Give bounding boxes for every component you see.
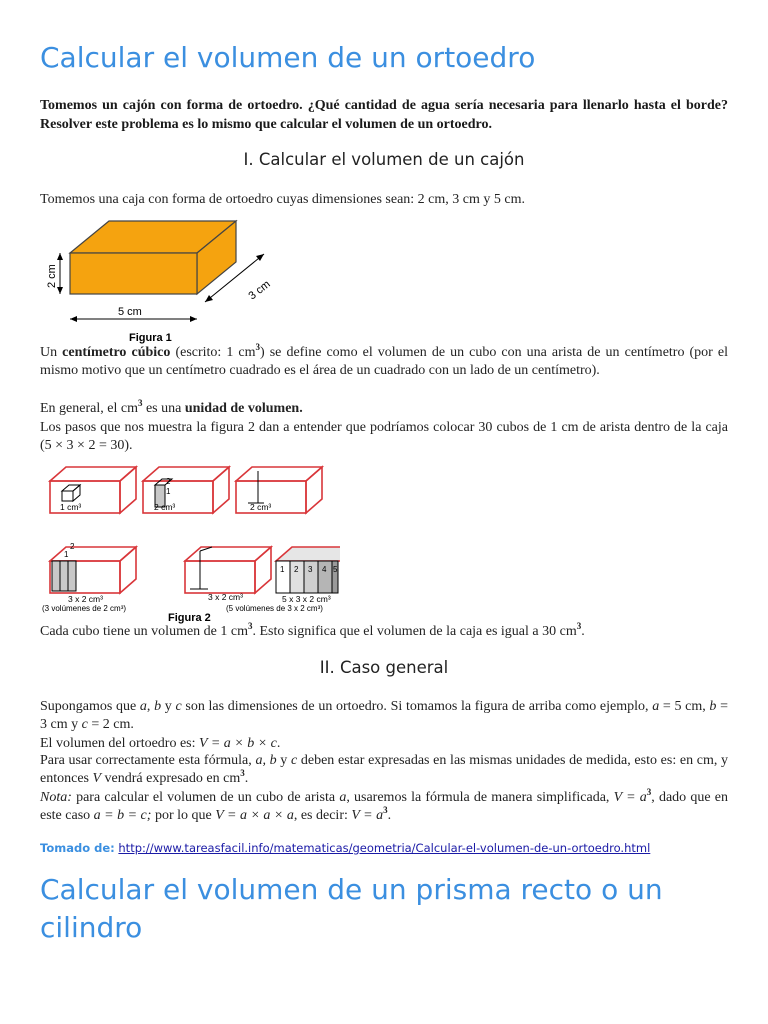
- section-heading-1: I. Calcular el volumen de un cajón: [243, 150, 525, 169]
- source-line: [40, 841, 728, 855]
- paragraph-volume-formula: [40, 735, 728, 753]
- arrow-head: [70, 316, 77, 322]
- superscript: 3: [255, 342, 261, 352]
- label-3x2cm3-a: 3 x 2 cm³: [68, 594, 103, 604]
- intro-paragraph: Tomemos un cajón con forma de ortoedro. ¿Qué cantidad de agua sería necesaria para llenarlo hasta el borde? Resolver este problema es lo mismo que calcular el volumen de un ortoedro.: [40, 98, 728, 132]
- arrow-head: [190, 316, 197, 322]
- paragraph-note: [40, 789, 728, 825]
- text-span: para calcular el volumen de un cubo de arista: [71, 790, 340, 805]
- slab-number: 2: [294, 565, 299, 574]
- variable: a: [139, 699, 147, 714]
- paragraph-general-case: [40, 698, 728, 734]
- paragraph-conclusion: [40, 623, 728, 641]
- term-cubic-centimeter: centímetro cúbico: [62, 345, 171, 360]
- slab-number: 4: [322, 565, 327, 574]
- label-1cm3: 1 cm³: [60, 502, 82, 512]
- superscript: 3: [248, 621, 253, 631]
- text-span: = 3 cm y: [40, 699, 729, 732]
- formula: V = a × a × a: [215, 808, 294, 823]
- dim-depth-label: 3 cm: [246, 278, 273, 303]
- panel-3: [236, 467, 322, 513]
- slab-number: 3: [308, 565, 313, 574]
- panel-4: [50, 547, 136, 593]
- variable: c: [290, 753, 298, 768]
- text-span: En general, el cm: [40, 401, 138, 416]
- formula: a = b = c;: [93, 808, 152, 823]
- variable: b: [709, 699, 717, 714]
- text-span: .: [244, 771, 249, 786]
- stack-number: 1: [166, 487, 171, 496]
- text-span: vendrá expresado en cm: [101, 771, 241, 786]
- source-label: Tomado de:: [40, 841, 115, 855]
- slab-number: 5: [333, 565, 338, 574]
- paragraph-steps: Los pasos que nos muestra la figura 2 dan a entender que podríamos colocar 30 cubos de 1 cm de arista dentro de la caja (5 × 3 × 2 = 30).: [40, 420, 728, 453]
- stack-number: 2: [166, 477, 171, 486]
- paragraph-units: [40, 752, 728, 788]
- superscript: 3: [576, 621, 582, 631]
- figure-1-caption: Figura 1: [129, 332, 172, 344]
- formula: V = a: [351, 808, 384, 823]
- variable: a: [339, 790, 347, 805]
- text-span: = 5 cm,: [659, 699, 710, 714]
- text-span: Para usar correctamente esta fórmula,: [40, 753, 256, 768]
- paragraph-volume-unit: [40, 400, 728, 418]
- variable: a, b: [255, 753, 277, 768]
- stack-number: 1: [64, 550, 69, 559]
- formula: V = a × b × c: [199, 736, 277, 751]
- dim-width-label: 5 cm: [118, 306, 142, 318]
- label-2cm3-a: 2 cm³: [154, 502, 176, 512]
- text-span: .: [276, 736, 281, 751]
- text-span: son las dimensiones de un ortoedro. Si tomamos la figura de arriba como ejemplo,: [181, 699, 653, 714]
- text-span: (escrito: 1 cm: [170, 345, 256, 360]
- text-span: Cada cubo tiene un volumen de 1 cm: [40, 624, 248, 639]
- text-span: y: [276, 753, 291, 768]
- superscript: 3: [646, 787, 652, 797]
- superscript: 3: [137, 398, 143, 408]
- figure-1-box: [42, 212, 282, 348]
- section-heading-2: II. Caso general: [319, 658, 449, 677]
- variable: b: [154, 699, 162, 714]
- note-3-volumes: (3 volúmenes de 2 cm³): [42, 604, 127, 613]
- panel-5: [185, 547, 271, 593]
- text-span: ,: [146, 699, 155, 714]
- stack-number: 2: [70, 542, 75, 551]
- variable: c: [175, 699, 182, 714]
- figure-2-caption: Figura 2: [168, 612, 211, 624]
- term-volume-unit: unidad de volumen.: [184, 401, 303, 416]
- paragraph-cubic-centimeter: [40, 344, 728, 380]
- text-span: Un: [40, 345, 63, 360]
- box-front-face: [70, 253, 197, 294]
- text-span: , usaremos la fórmula de manera simplificada,: [346, 790, 614, 805]
- slab-number: 1: [280, 565, 285, 574]
- variable: c: [81, 717, 88, 732]
- text-span: es una: [142, 401, 185, 416]
- text-span: por lo que: [151, 808, 216, 823]
- text-span: .: [581, 624, 585, 639]
- text-span: Supongamos que: [40, 699, 140, 714]
- text-span: = 2 cm.: [87, 717, 134, 732]
- variable: V: [92, 771, 102, 786]
- text-span: y: [161, 699, 176, 714]
- variable: a: [652, 699, 660, 714]
- text-span: , es decir:: [293, 808, 352, 823]
- label-2cm3-b: 2 cm³: [250, 502, 272, 512]
- text-span: , dado que en este caso: [40, 790, 728, 823]
- superscript: 3: [240, 768, 245, 778]
- arrow-head: [57, 253, 63, 260]
- text-span: deben estar expresadas en las mismas unidades de medida, esto es: en cm, y entonces: [40, 753, 729, 786]
- figure-2-cubes: [40, 461, 340, 625]
- formula: V = a: [613, 790, 647, 805]
- note-5-volumes: (5 volúmenes de 3 x 2 cm³): [226, 604, 323, 613]
- dim-height-label: 2 cm: [46, 264, 58, 288]
- text-span: ) se define como el volumen de un cubo con una arista de un centímetro (por el mismo motivo que un centímetro cuadrado es el área de un cuadrado con un lado de un centímetro).: [40, 345, 728, 378]
- label-5x3x2cm3: 5 x 3 x 2 cm³: [282, 594, 331, 604]
- text-span: . Esto significa que el volumen de la caja es igual a 30 cm: [252, 624, 577, 639]
- page-title: Calcular el volumen de un ortoedro: [40, 41, 536, 74]
- label-3x2cm3-b: 3 x 2 cm³: [208, 592, 243, 602]
- source-link[interactable]: http://www.tareasfacil.info/matematicas/geometria/Calcular-el-volumen-de-un-ortoedro.html: [118, 841, 651, 855]
- paragraph-box-dimensions: Tomemos una caja con forma de ortoedro cuyas dimensiones sean: 2 cm, 3 cm y 5 cm.: [40, 192, 525, 207]
- superscript: 3: [383, 805, 388, 815]
- next-section-title: Calcular el volumen de un prisma recto o un cilindro: [40, 873, 663, 944]
- note-label: Nota:: [40, 790, 72, 805]
- text-span: .: [387, 808, 392, 823]
- text-span: El volumen del ortoedro es:: [40, 736, 200, 751]
